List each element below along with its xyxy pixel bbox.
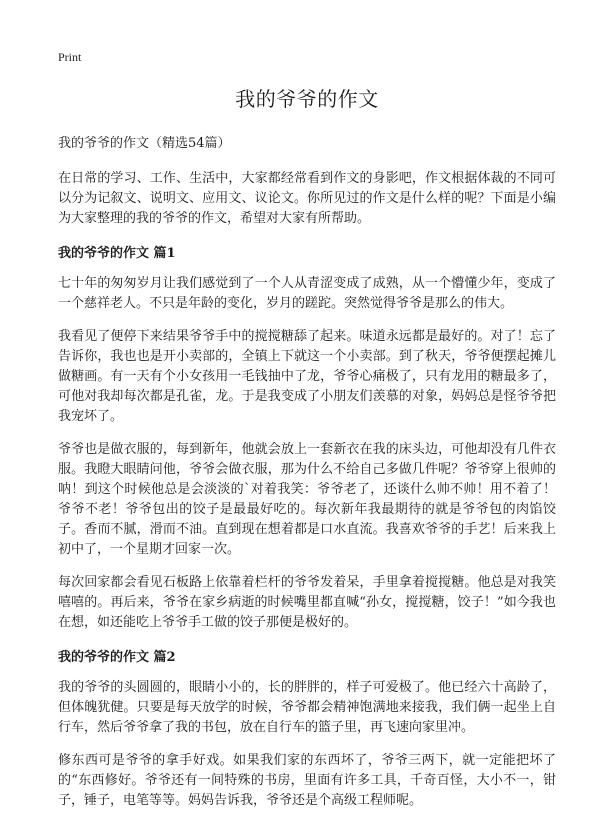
article-subtitle: 我的爷爷的作文（精选54篇） bbox=[58, 136, 231, 151]
section-paragraph: 每次回家都会看见石板路上依靠着栏杆的爷爷发着呆，手里拿着搅搅糖。他总是对我笑嘻嘻的。再后来，爷爷在家乡病逝的时候嘴里都直喊“孙女，搅搅糖，饺子！”如今我也在想，如还能吃上爷爷手工做的饺子那便是极好的。 bbox=[58, 575, 556, 630]
section-heading: 我的爷爷的作文 篇2 bbox=[58, 650, 176, 665]
section-paragraph: 我的爷爷的头圆圆的，眼睛小小的，长的胖胖的，样子可爱极了。他已经六十高龄了，但体魄犹健。只要是每天放学的时候，爷爷都会精神饱满地来接我，我们俩一起坐上自行车，然后爷爷拿了我的书包，放在自行车的篮子里，再飞速向家里冲。 bbox=[58, 680, 556, 735]
print-link[interactable]: Print bbox=[58, 50, 82, 64]
page-title: 我的爷爷的作文 bbox=[235, 87, 379, 111]
section-paragraph: 修东西可是爷爷的拿手好戏。如果我们家的东西坏了，爷爷三两下，就一定能把坏了的“东西修好。爷爷还有一间特殊的书房，里面有许多工具，千奇百怪，大小不一，钳子，锤子，电笔等等。妈妈告诉我，爷爷还是个高级工程师呢。 bbox=[58, 753, 556, 808]
section-paragraph: 我看见了便停下来结果爷爷手中的搅搅糖舔了起来。味道永远都是最好的。对了！忘了告诉你，我也也是开小卖部的，全镇上下就这一个小卖部。到了秋天，爷爷便摆起摊儿做糖画。有一天有个小女孩用一毛钱抽中了龙，爷爷心痛极了，只有龙用的糖最多了，可他对我却每次都是孔雀，龙。于是我变成了小朋友们羡慕的对象，妈妈总是怪爷爷把我宠坏了。 bbox=[58, 329, 556, 424]
section-paragraph: 七十年的匆匆岁月让我们感觉到了一个人从青涩变成了成熟，从一个懵懂少年，变成了一个慈祥老人。不只是年龄的变化，岁月的蹉跎。突然觉得爷爷是那么的伟大。 bbox=[58, 276, 556, 311]
section-paragraph: 爷爷也是做衣服的，每到新年，他就会放上一套新衣在我的床头边，可他却没有几件衣服。我瞪大眼睛问他，爷爷会做衣服，那为什么不给自己多做几件呢？爷爷穿上很帅的呐！到这个时候他总是会淡淡的`对着我笑：爷爷老了，还谈什么帅不帅！用不着了！爷爷不老！爷爷包出的饺子是最最好吃的。每次新年我最期待的就是爷爷包的肉馅饺子。香而不腻，滑而不油。直到现在想着都是口水直流。我喜欢爷爷的手艺！后来我上初中了，一个星期才回家一次。 bbox=[58, 442, 556, 557]
intro-paragraph: 在日常的学习、工作、生活中，大家都经常看到作文的身影吧，作文根据体裁的不同可以分为记叙文、说明文、应用文、议论文。你所见过的作文是什么样的呢？下面是小编为大家整理的我的爷爷的作文，希望对大家有所帮助。 bbox=[58, 171, 556, 226]
section-heading: 我的爷爷的作文 篇1 bbox=[58, 246, 176, 261]
